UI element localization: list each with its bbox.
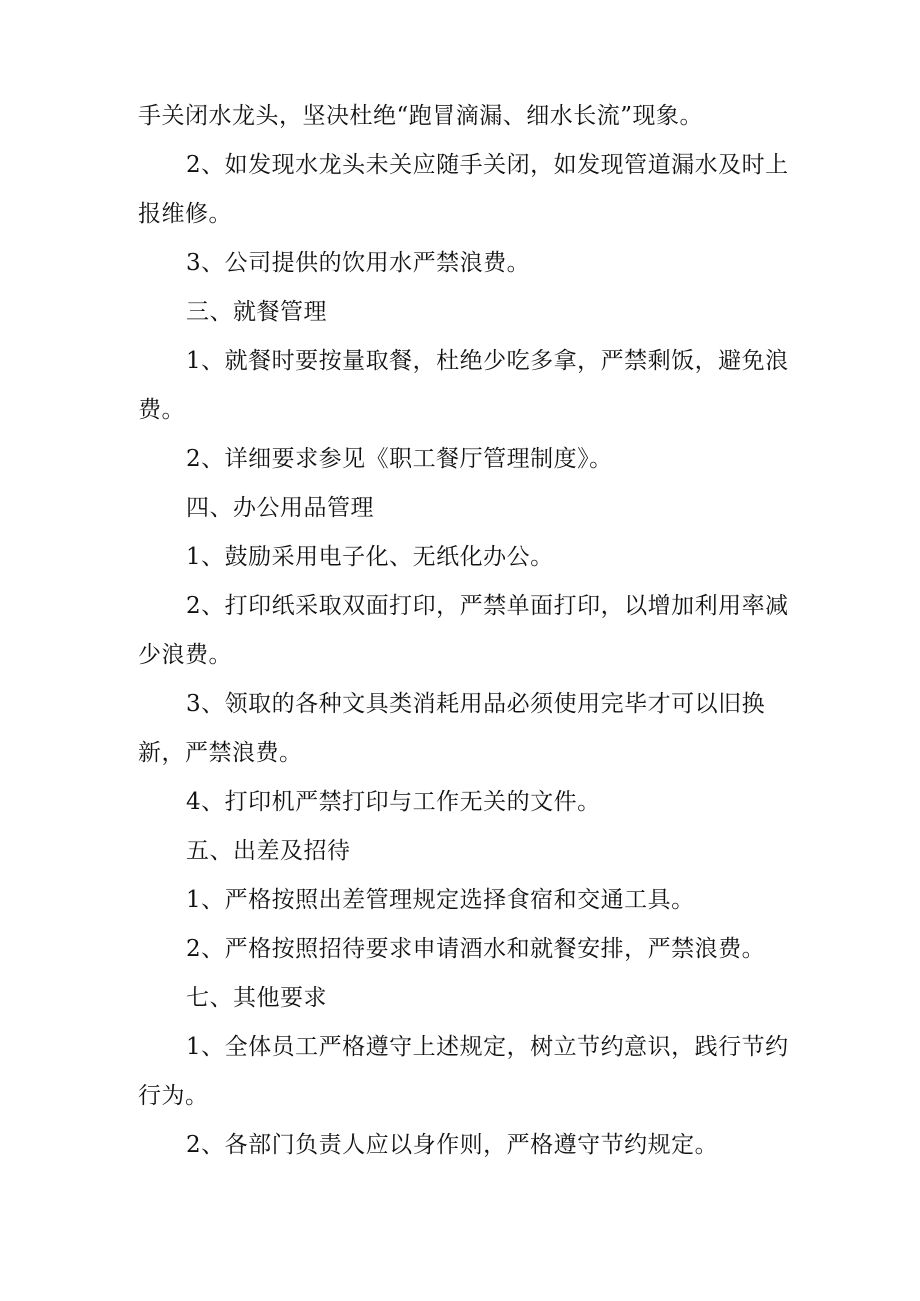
paragraph-dining-item-1: 1、就餐时要按量取餐，杜绝少吃多拿，严禁剩饭，避免浪费。 xyxy=(138,348,789,423)
paragraph-other-item-2: 2、各部门负责人应以身作则，严格遵守节约规定。 xyxy=(186,1132,719,1158)
section-heading-travel-hospitality: 五、出差及招待 xyxy=(186,838,351,864)
paragraph-water-item-3: 3、公司提供的饮用水严禁浪费。 xyxy=(186,250,531,276)
paragraph-travel-item-1: 1、严格按照出差管理规定选择食宿和交通工具。 xyxy=(186,887,695,913)
paragraph-water-continued: 手关闭水龙头，坚决杜绝“跑冒滴漏、细水长流”现象。 xyxy=(138,103,704,129)
document-body xyxy=(138,92,798,1170)
paragraph-office-item-3: 3、领取的各种文具类消耗用品必须使用完毕才可以旧换新，严禁浪费。 xyxy=(138,691,766,766)
paragraph-travel-item-2: 2、严格按照招待要求申请酒水和就餐安排，严禁浪费。 xyxy=(186,936,766,962)
paragraph-office-item-4: 4、打印机严禁打印与工作无关的文件。 xyxy=(186,789,601,815)
section-heading-other-requirements: 七、其他要求 xyxy=(186,985,327,1011)
section-heading-dining: 三、就餐管理 xyxy=(186,299,327,325)
paragraph-dining-item-2: 2、详细要求参见《职工餐厅管理制度》。 xyxy=(186,446,613,472)
paragraph-office-item-2: 2、打印纸采取双面打印，严禁单面打印，以增加利用率减少浪费。 xyxy=(138,593,789,668)
paragraph-other-item-1: 1、全体员工严格遵守上述规定，树立节约意识，践行节约行为。 xyxy=(138,1034,789,1109)
paragraph-water-item-2: 2、如发现水龙头未关应随手关闭，如发现管道漏水及时上报维修。 xyxy=(138,152,789,227)
section-heading-office-supplies: 四、办公用品管理 xyxy=(186,495,374,521)
paragraph-office-item-1: 1、鼓励采用电子化、无纸化办公。 xyxy=(186,544,554,570)
